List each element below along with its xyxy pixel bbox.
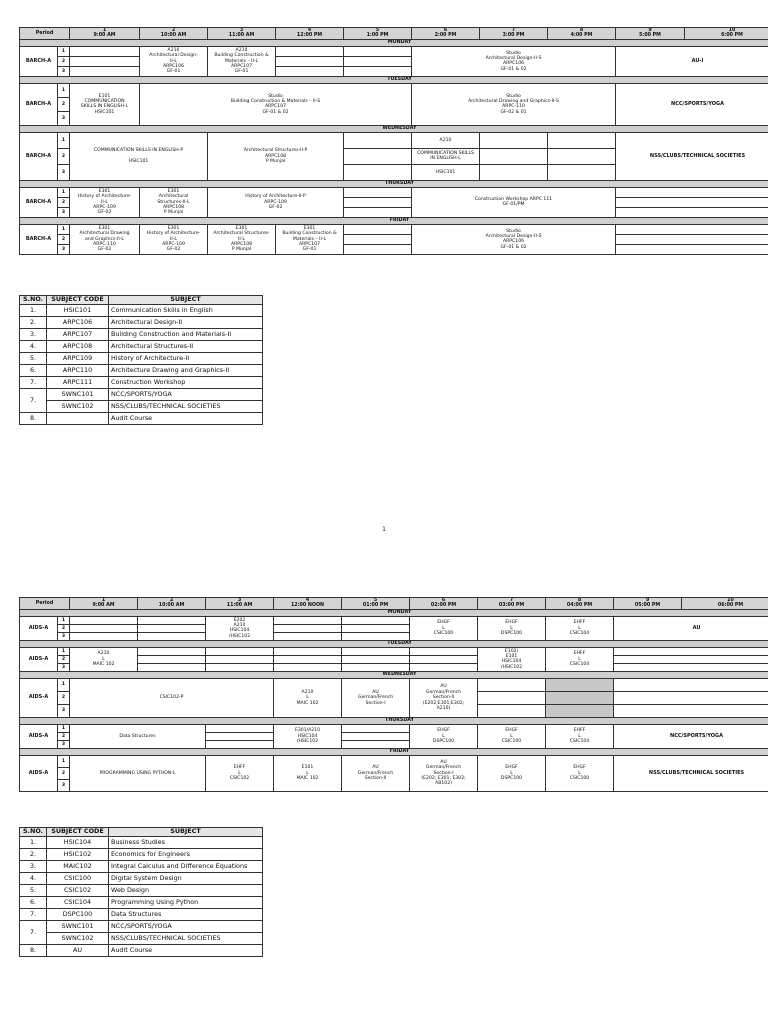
class-cell: E301 Architectural Drawing and Graphics-II-L ARPC-110 GF-02 [70, 224, 140, 254]
slot-header: 3 11:00 AM [208, 28, 276, 40]
group-label: BARCH-A [20, 224, 58, 254]
slot-header: 7 03:00 PM [478, 598, 546, 610]
slot-header: 3 11:00 AM [206, 598, 274, 610]
subject-table-barch [19, 295, 263, 425]
slot-header: 1 9:00 AM [70, 598, 138, 610]
class-cell: HSIC101 [412, 164, 480, 180]
class-cell: EHGF L CSIC100 [546, 755, 614, 791]
activity-cell: NCC/SPORTS/YOGA [616, 83, 768, 125]
slot-header: 8 04:00 PM [546, 598, 614, 610]
class-cell: A210 [412, 132, 480, 148]
group-label: AIDS-A [20, 616, 58, 640]
class-cell: Studio Architectural Design-II-S ARPC106 GF-01 & 02 [412, 224, 616, 254]
class-cell: PROGRAMMING USING PYTHON-L [70, 755, 206, 791]
table-row: 7. DSPC100 Data Structures [20, 909, 263, 921]
table-row: 3. ARPC107 Building Construction and Materials-II [20, 329, 263, 341]
table-row: 1. HSIC101 Communication Skills in English [20, 305, 263, 317]
class-cell: Studio Architectural Design-II-S ARPC106 GF-01 & 02 [412, 46, 616, 76]
table-row: 4. CSIC100 Digital System Design [20, 873, 263, 885]
activity-cell: NSS/CLUBS/TECHNICAL SOCIETIES [614, 755, 768, 791]
class-cell: AU German/French Section-I (E202; E301; E302; AB102) [410, 755, 478, 791]
table-row: 8. AU Audit Course [20, 945, 263, 957]
table-row: 7. SWNC101 NCC/SPORTS/YOGA [20, 921, 263, 933]
group-label: BARCH-A [20, 132, 58, 180]
subject-header: SUBJECT [109, 296, 263, 305]
table-row: 5. CSIC102 Web Design [20, 885, 263, 897]
class-cell: A210 Building Construction & Materials – II-L ARPC107 GF-01 [208, 46, 276, 76]
table-row: 2. HSIC102 Economics for Engineers [20, 849, 263, 861]
group-label: BARCH-A [20, 187, 58, 217]
slot-header: 4 12:00 NOON [274, 598, 342, 610]
table-row: 2. ARPC106 Architectural Design-II [20, 317, 263, 329]
class-cell: AU German/French Section-II [342, 755, 410, 791]
slot-header: 6 2:00 PM [412, 28, 480, 40]
day-heading: FRIDAY [20, 748, 768, 755]
day-heading: FRIDAY [20, 217, 768, 224]
class-cell: EHFF L CSIC104 [546, 616, 614, 640]
table-row: 7. SWNC101 NCC/SPORTS/YOGA [20, 389, 263, 401]
slot-header: 6 02:00 PM [410, 598, 478, 610]
slot-header: 1 9:00 AM [70, 28, 140, 40]
slot-header: 7 3:00 PM [480, 28, 548, 40]
code-header: SUBJECT CODE [47, 828, 109, 837]
table-row: 8. Audit Course [20, 413, 263, 425]
class-cell: E101 COMMUNICATION SKILLS IN ENGLISH-L HSIC101 [70, 83, 140, 125]
class-cell: Architectural Structures-II-P ARPC108 P Munjal [208, 132, 344, 180]
period-label: Period [20, 28, 70, 40]
group-label: AIDS-A [20, 647, 58, 671]
slot-header: 8 4:00 PM [548, 28, 616, 40]
class-cell: Construction Workshop ARPC 111 GF-01/PM [412, 187, 616, 217]
group-label: AIDS-A [20, 755, 58, 791]
slot-header: 10 6:00 PM [685, 28, 768, 40]
slot-header: 4 12:00 PM [276, 28, 344, 40]
day-heading: MONDAY [20, 39, 768, 46]
class-cell: History of Architecture-II-P ARPC-109 GF-02 [208, 187, 344, 217]
class-cell: E301 History of Architecture- II-L ARPC-109 GF-02 [70, 187, 140, 217]
table-row: 6. CSIC104 Programming Using Python [20, 897, 263, 909]
table-row: 4. ARPC108 Architectural Structures-II [20, 341, 263, 353]
class-cell: A210 Architectural Design- II-L ARPC106 GF-01 [140, 46, 208, 76]
class-cell: A210 L MAIC 102 [274, 678, 342, 717]
table-row: 5. ARPC109 History of Architecture-II [20, 353, 263, 365]
timetable-header-row [20, 28, 768, 40]
class-cell: EHGF L DSPC100 [478, 616, 546, 640]
slot-header: 5 1:00 PM [344, 28, 412, 40]
activity-cell: AU [614, 616, 768, 640]
class-cell: EHGF L CSIC100 [478, 724, 546, 748]
slot-header: 2 10:00 AM [140, 28, 208, 40]
table-row: 6. ARPC110 Architecture Drawing and Graphics-II [20, 365, 263, 377]
table-row: SWNC102 NSS/CLUBS/TECHNICAL SOCIETIES [20, 401, 263, 413]
class-cell: Data Structures [70, 724, 206, 748]
class-cell: COMMUNICATION SKILLS IN ENGLISH-L [412, 148, 480, 164]
class-cell: CSIC102-P [70, 678, 274, 717]
class-cell: COMMUNICATION SKILLS IN ENGLISH-P HSIC101 [70, 132, 208, 180]
day-heading: THURSDAY [20, 180, 768, 187]
class-cell: AU German/French Section-I [342, 678, 410, 717]
aids-timetable: Period 1 9:00 AM 2 10:00 AM 3 11:00 AM 4 12:00 NOON 5 01:00 PM 6 02:00 PM 7 03:00 PM 8 04:00 PM 9 05:00 PM 10 06:00 PM MONDAY AIDS-A 1 E202 A210 HSIC104 /HSIC102 EHGF L CSIC100 EHGF L DSPC100 EHFF L CSIC104 AU 2 3 TUESDAY AIDS-A 1 A210 L MAIC 102 E102/ E101 HSIC104 /HSIC102 EHFF L CSIC104 2 3 WEDNESDAY AIDS-A 1 CSIC102-P A210 L MAIC 102 AU German/French Section-I AU German/French Section-II (E202;E301;E302; A210) 2 3 THURSDAY AIDS-A 1 Data Structures E301/A210 HSIC104 /HSIC102 EHGF L DSPC100 EHGF L CSIC100 EHFF L CSIC104 NCC/SPORTS/YOGA 2 3 FRIDAY AIDS-A 1 PROGRAMMING USING PYTHON-L EHFF L CSIC102 E101 L MAIC 102 AU German/French Section-II AU German/French Section-I (E202; E301; E302; AB102) EHGF L DSPC100 EHGF L CSIC100 NSS/CLUBS/TECHNICAL SOCIETIES 2 3 [19, 597, 768, 792]
class-cell: E301 Building Construction & Materials – II-L ARPC107 GF-01 [276, 224, 344, 254]
day-heading: WEDNESDAY [20, 671, 768, 678]
period-label: Period [20, 598, 70, 610]
day-heading: TUESDAY [20, 640, 768, 647]
class-cell: E301 Architectural Structures- II-L ARPC108 P Munjal [208, 224, 276, 254]
table-row: 7. ARPC111 Construction Workshop [20, 377, 263, 389]
class-cell: E301 History of Architecture- II-L ARPC-109 GF-02 [140, 224, 208, 254]
class-cell: EHFF L CSIC104 [546, 724, 614, 748]
table-row: 3. MAIC102 Integral Calculus and Difference Equations [20, 861, 263, 873]
class-cell: Studio Building Construction & Materials – II-S ARPC107 GF-01 & 02 [140, 83, 412, 125]
subject-header: SUBJECT [109, 828, 263, 837]
class-cell: EHFF L CSIC104 [546, 647, 614, 671]
class-cell: Studio Architectural Drawing and Graphics-II-S ARPC-110 GF-02 & 01 [412, 83, 616, 125]
group-label: BARCH-A [20, 46, 58, 76]
activity-cell: AU-I [616, 46, 768, 76]
sno-header: S.NO. [20, 296, 47, 305]
class-cell: EHGF L DSPC100 [478, 755, 546, 791]
table-row: SWNC102 NSS/CLUBS/TECHNICAL SOCIETIES [20, 933, 263, 945]
barch-timetable: Period 1 9:00 AM 2 10:00 AM 3 11:00 AM 4 12:00 PM 5 1:00 PM 6 2:00 PM 7 3:00 PM 8 4:00 PM 9 5:00 PM 10 6:00 PM MONDAY BARCH-A 1 A210 Architectural Design- II-L ARPC106 GF-01 A210 Building Construction & Materials – II-L ARPC107 GF-01 Studio Architectural Design-II-S ARPC106 GF-01 & 02 AU-I 2 3 TUESDAY BARCH-A 1 E101 COMMUNICATION SKILLS IN ENGLISH-L HSIC101 Studio Building Construction & Materials – II-S ARPC107 GF-01 & 02 Studio Architectural Drawing and Graphics-II-S ARPC-110 GF-02 & 01 NCC/SPORTS/YOGA 2 3 WEDNESDAY BARCH-A 1 COMMUNICATION SKILLS IN ENGLISH-P HSIC101 Architectural Structures-II-P ARPC108 P Munjal A210 NSS/CLUBS/TECHNICAL SOCIETIES 2 COMMUNICATION SKILLS IN ENGLISH-L 3 HSIC101 THURSDAY BARCH-A 1 E301 History of Architecture- II-L ARPC-109 GF-02 E301 Architectural Structures-II-L ARPC108 P Munjal History of Architecture-II-P ARPC-109 GF-02 Construction Workshop ARPC 111 GF-01/PM 2 3 FRIDAY BARCH-A 1 E301 Architectural Drawing and Graphics-II-L ARPC-110 GF-02 E301 History of Architecture- II-L ARPC-109 GF-02 E301 Architectural Structures- II-L ARPC108 P Munjal E301 Building Construction & Materials – II-L ARPC107 GF-01 Studio Architectural Design-II-S ARPC106 GF-01 & 02 2 3 [19, 27, 768, 255]
day-heading: MONDAY [20, 609, 768, 616]
slot-header: 2 10:00 AM [138, 598, 206, 610]
class-cell: E301/A210 HSIC104 /HSIC102 [274, 724, 342, 748]
timetable-header-row [20, 598, 768, 610]
class-cell: E301 Architectural Structures-II-L ARPC108 P Munjal [140, 187, 208, 217]
code-header: SUBJECT CODE [47, 296, 109, 305]
class-cell: A210 L MAIC 102 [70, 647, 138, 671]
page-number: 1 [382, 526, 386, 533]
activity-cell: NSS/CLUBS/TECHNICAL SOCIETIES [616, 132, 768, 180]
class-cell: E102/ E101 HSIC104 /HSIC102 [478, 647, 546, 671]
day-heading: THURSDAY [20, 717, 768, 724]
day-heading: WEDNESDAY [20, 125, 768, 132]
class-cell: E202 A210 HSIC104 /HSIC102 [206, 616, 274, 640]
slot-header: 9 05:00 PM [614, 598, 682, 610]
sno-header: S.NO. [20, 828, 47, 837]
group-label: AIDS-A [20, 724, 58, 748]
slot-header: 9 5:00 PM [616, 28, 685, 40]
class-cell: AU German/French Section-II (E202;E301;E302; A210) [410, 678, 478, 717]
class-cell: EHFF L CSIC102 [206, 755, 274, 791]
class-cell: EHGF L CSIC100 [410, 616, 478, 640]
subject-table-aids [19, 827, 263, 957]
group-label: AIDS-A [20, 678, 58, 717]
group-label: BARCH-A [20, 83, 58, 125]
day-heading: TUESDAY [20, 76, 768, 83]
activity-cell: NCC/SPORTS/YOGA [614, 724, 768, 748]
slot-header: 5 01:00 PM [342, 598, 410, 610]
slot-header: 10 06:00 PM [682, 598, 768, 610]
class-cell: E101 L MAIC 102 [274, 755, 342, 791]
table-row: 1. HSIC104 Business Studies [20, 837, 263, 849]
class-cell: EHGF L DSPC100 [410, 724, 478, 748]
